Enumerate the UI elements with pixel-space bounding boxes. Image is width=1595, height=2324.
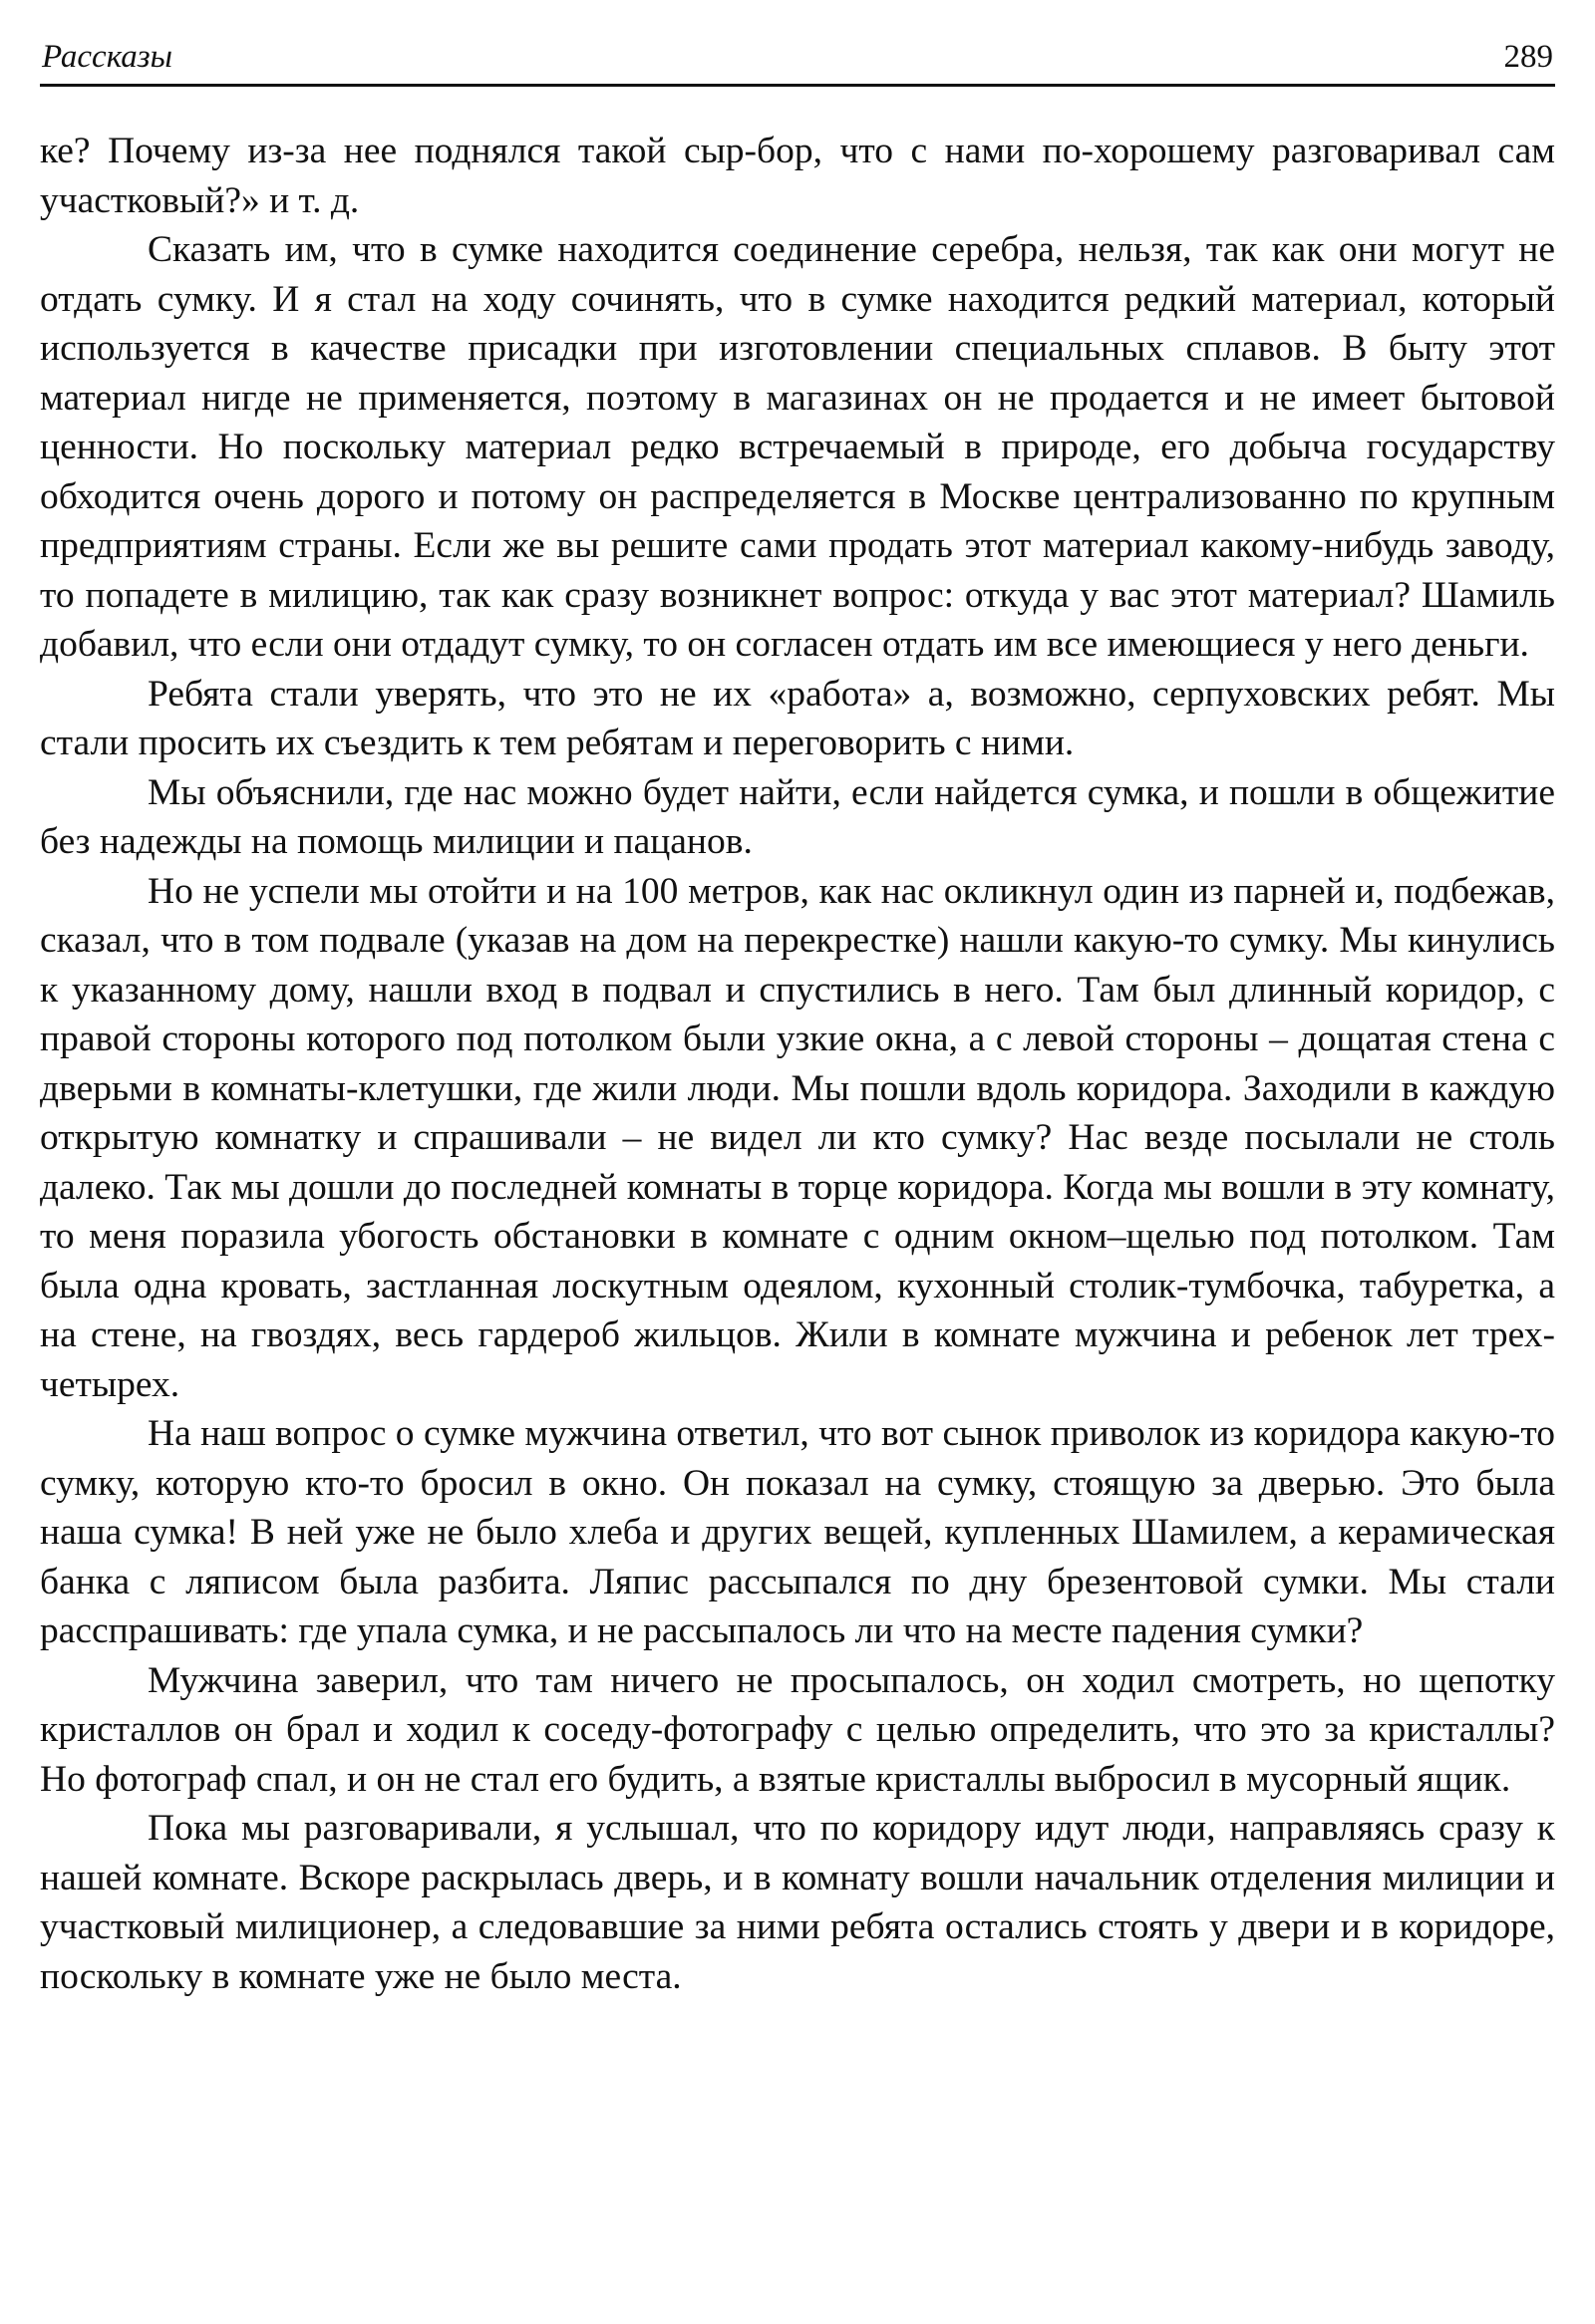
running-title: Рассказы	[42, 39, 173, 75]
paragraph: Сказать им, что в сумке находится соединение серебра, нельзя, так как они могут не отдать сумку. И я стал на ходу сочинять, что в сумке находится редкий материал, который используется в качестве присадки при изготовлении специальных сплавов. В быту этот материал нигде не применяется, поэтому в магазинах он не продается и не имеет бытовой ценности. Но поскольку материал редко встречаемый в природе, его добыча государству обходится очень дорого и потому он распределяется в Москве централизованно по крупным предприятиям страны. Если же вы решите сами продать этот материал какому-нибудь заводу, то попадете в милицию, так как сразу возникнет вопрос: откуда у вас этот материал? Шамиль добавил, что если они отдадут сумку, то он согласен отдать им все имеющиеся у него деньги.	[40, 229, 1555, 665]
book-page	[40, 28, 1555, 2001]
paragraph: Ребята стали уверять, что это не их «работа» а, возможно, серпуховских ребят. Мы стали просить их съездить к тем ребятам и переговорить с ними.	[40, 673, 1555, 763]
running-header	[40, 28, 1555, 87]
paragraph: Мужчина заверил, что там ничего не просыпалось, он ходил смотреть, но щепотку кристаллов он брал и ходил к соседу-фотографу с целью определить, что это за кристаллы? Но фотограф спал, и он не стал его будить, а взятые кристаллы выбросил в мусорный ящик.	[40, 1659, 1555, 1800]
paragraph: На наш вопрос о сумке мужчина ответил, что вот сынок приволок из коридора какую-то сумку, которую кто-то бросил в окно. Он показал на сумку, стоящую за дверью. Это была наша сумка! В ней уже не было хлеба и других вещей, купленных Шамилем, а керамическая банка с ляписом была разбита. Ляпис рассыпался по дну брезентовой сумки. Мы стали расспрашивать: где упала сумка, и не рассыпалось ли что на месте падения сумки?	[40, 1413, 1555, 1651]
paragraph-continued: ке? Почему из-за нее поднялся такой сыр-бор, что с нами по-хорошему разговаривал сам участковый?» и т. д.	[40, 131, 1555, 221]
paragraph: Но не успели мы отойти и на 100 метров, как нас окликнул один из парней и, подбежав, сказал, что в том подвале (указав на дом на перекрестке) нашли какую-то сумку. Мы кинулись к указанному дому, нашли вход в подвал и спустились в него. Там был длинный коридор, с правой стороны которого под потолком были узкие окна, а с левой стороны – дощатая стена с дверьми в комнаты-клетушки, где жили люди. Мы пошли вдоль коридора. Заходили в каждую открытую комнатку и спрашивали – не видел ли кто сумку? Нас везде посылали не столь далеко. Так мы дошли до последней комнаты в торце коридора. Когда мы вошли в эту комнату, то меня поразила убогость обстановки в комнате с одним окном–щелью под потолком. Там была одна кровать, застланная лоскутным одеялом, кухонный столик-тумбочка, табуретка, а на стене, на гвоздях, весь гардероб жильцов. Жили в комнате мужчина и ребенок лет трех-четырех.	[40, 870, 1555, 1405]
body-text	[40, 127, 1555, 2001]
paragraph: Мы объяснили, где нас можно будет найти, если найдется сумка, и пошли в общежитие без надежды на помощь милиции и пацанов.	[40, 771, 1555, 862]
page-number: 289	[1503, 39, 1553, 75]
paragraph: Пока мы разговаривали, я услышал, что по коридору идут люди, направляясь сразу к нашей комнате. Вскоре раскрылась дверь, и в комнату вошли начальник отделения милиции и участковый милиционер, а следовавшие за ними ребята остались стоять у двери и в коридоре, поскольку в комнате уже не было места.	[40, 1808, 1555, 1997]
